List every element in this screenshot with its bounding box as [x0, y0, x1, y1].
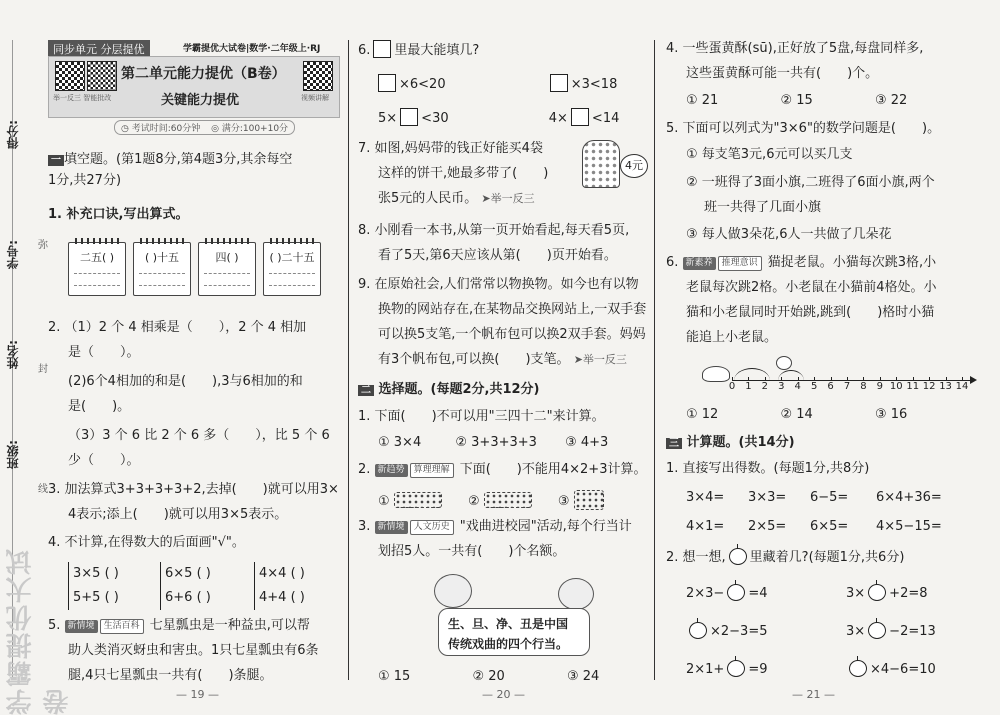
- c6-option-3: ③ 16: [874, 407, 908, 422]
- compare-group-2: [160, 562, 211, 610]
- page-number-19: — 19 —: [176, 688, 219, 701]
- card-3-text: 四( ): [215, 251, 239, 264]
- student-number-label: 学号:: [6, 240, 20, 269]
- exam-time-text: 考试时间:60分钟: [131, 124, 201, 134]
- compare-group-3: [254, 562, 305, 610]
- opera-text: [448, 614, 568, 654]
- c5-option-2a: ② 一班得了3面小旗,二班得了6面小旗,两个: [686, 175, 935, 190]
- question-7-line-2: 这样的饼干,她最多带了( ): [378, 166, 549, 181]
- qr-right-caption: 视频讲解: [301, 94, 329, 102]
- c3-option-3: ③ 24: [566, 669, 600, 684]
- section-1-text: 填空题。(第1题8分,第4题3分,其余每空: [64, 152, 293, 167]
- score-label: 得分:: [6, 120, 20, 149]
- choice-6-line-2: 老鼠每次跳2格。小老鼠在小猫前4格处。小: [686, 280, 937, 295]
- q6-expr-3a: 5×: [378, 111, 398, 126]
- choice-2: 2. 新趋势 算理理解 下面( )不能用4×2+3计算。: [358, 462, 647, 477]
- number-line-label: 7: [843, 381, 851, 392]
- calc-1-8: 4×5−15=: [876, 519, 942, 534]
- column-divider-1: [348, 40, 349, 680]
- number-line-label: 5: [810, 381, 818, 392]
- compare-1a: 3×5 ( ): [73, 566, 119, 581]
- calc-2: [666, 548, 984, 566]
- question-3-line-1: 3. 加法算式3+3+3+3+2,去掉( )就可以用3×: [48, 482, 339, 497]
- q6-expr-3b: <30: [421, 111, 449, 126]
- calc-2-row-1: [686, 584, 984, 602]
- c3-badge-1: 新情境: [375, 521, 408, 534]
- q6-expr-4a: 4×: [548, 111, 568, 126]
- calendar-card-4: [263, 242, 321, 296]
- opera-figure-left: [434, 574, 472, 608]
- choice-6-line-3: 猫和小老鼠同时开始跳,跳到( )格时小猫: [686, 305, 935, 320]
- c6-text-1: 猫捉老鼠。小猫每次跳3格,小: [767, 255, 937, 270]
- calc-1-7: 6×5=: [810, 519, 849, 534]
- calc-1-row-1: [686, 489, 984, 506]
- compare-2b: 6+6 ( ): [165, 590, 211, 605]
- apple-icon: [729, 548, 747, 565]
- section-1-heading: [48, 151, 340, 169]
- apple-icon: [868, 622, 886, 639]
- opera-illustration: [408, 574, 604, 660]
- question-5-line-1: 5. 新情境 生活百科 七星瓢虫是一种益虫,可以帮: [48, 618, 310, 633]
- apple-icon: [689, 622, 707, 639]
- calendar-card-2: [133, 242, 191, 296]
- c2-option-1: ①: [378, 494, 390, 509]
- apple-icon: [727, 584, 745, 601]
- calc-1-5: 4×1=: [686, 519, 725, 534]
- c2-option-1-dots: [394, 492, 442, 508]
- header-panel: [48, 56, 340, 118]
- calc-2-6b: ×4−6=10: [870, 662, 936, 677]
- student-name-label: 姓名:: [6, 340, 20, 369]
- section-3-number: 三: [666, 438, 682, 449]
- choice-4-line-1: 4. 一些蛋黄酥(sū),正好放了5盘,每盘同样多,: [666, 41, 924, 56]
- c1-option-1: ① 3×4: [378, 435, 422, 450]
- question-9-line-1: 9. 在原始社会,人们常常以物换物。如今也有以物: [358, 277, 639, 292]
- calc-2-2b: +2=8: [889, 586, 928, 601]
- choice-6-line-4: 能追上小老鼠。: [686, 330, 778, 345]
- opera-text-1: 生、旦、净、丑是中国: [448, 617, 569, 631]
- number-line-label: 8: [860, 381, 867, 392]
- exam-title: 第二单元能力提优（B卷）: [121, 66, 286, 82]
- q7-more-link: ➤举一反三: [481, 192, 535, 205]
- q6-text: 里最大能填几?: [394, 43, 480, 58]
- calc-1-row-2: [686, 518, 984, 535]
- calc-1-4: 6×4+36=: [876, 490, 942, 505]
- q6-expr-2: ×3<18: [570, 77, 618, 92]
- c6-badge-2: 推理意识: [718, 256, 762, 271]
- compare-3a: 4×4 ( ): [259, 566, 305, 581]
- calc-1-1: 3×4=: [686, 490, 725, 505]
- c3-option-1: ① 15: [378, 669, 411, 684]
- apple-icon: [727, 660, 745, 677]
- number-line-label: 3: [778, 381, 785, 392]
- question-8-line-2: 看了5天,第6天应该从第( )页开始看。: [378, 248, 617, 263]
- c3-badge-2: 人文历史: [410, 520, 454, 535]
- q6-number: 6.: [358, 43, 371, 58]
- question-4: 4. 不计算,在得数大的后面画"√"。: [48, 535, 245, 550]
- c6-option-1: ① 12: [686, 407, 719, 422]
- c6-badge-1: 新素养: [683, 257, 716, 270]
- number-line-label: 1: [745, 381, 752, 392]
- calc-2-5b: =9: [748, 662, 768, 677]
- calc-2-row-2: [686, 622, 984, 640]
- q6-expr-1: ×6<20: [399, 77, 446, 92]
- c6-option-2: ② 14: [780, 407, 813, 422]
- apple-icon: [849, 660, 867, 677]
- q6-row-2: [358, 108, 642, 127]
- q6-box-2: [550, 74, 568, 92]
- c2-badge-2: 算理理解: [410, 463, 454, 478]
- compare-3b: 4+4 ( ): [259, 590, 305, 605]
- c2-badge-1: 新趋势: [375, 464, 408, 477]
- blank-box: [373, 40, 391, 58]
- question-2-line-6: 少（ ）。: [68, 453, 140, 468]
- c4-option-2: ② 15: [780, 93, 813, 108]
- question-2-line-1: 2. （1）2 个 4 相乘是（ ），2 个 4 相加: [48, 320, 307, 335]
- mouse-icon: [776, 356, 792, 370]
- apple-icon: [868, 584, 886, 601]
- seal-mark-2: 封: [38, 364, 48, 375]
- c5-option-2b: 班一共得了几面小旗: [704, 200, 822, 215]
- question-9-line-2: 换物的网站存在,在某物品交换网站上,一双手套: [378, 302, 647, 317]
- number-line-label: 12: [922, 381, 936, 392]
- c3-text-1: "戏曲进校园"活动,每个行当计: [459, 519, 632, 534]
- calc-2-3b: ×2−3=5: [710, 624, 768, 639]
- number-line-label: 13: [939, 381, 952, 392]
- question-2-line-4: 是( )。: [68, 399, 131, 414]
- c4-option-3: ③ 22: [874, 93, 908, 108]
- question-2-line-2: 是（ ）。: [68, 345, 140, 360]
- q6-row-1: [358, 74, 642, 93]
- calc-2-text-b: 里藏着几?(每题1分,共6分): [749, 550, 905, 565]
- q6-expr-4b: <14: [591, 111, 620, 126]
- q5-badge-1: 新情境: [65, 620, 98, 633]
- binding-strip: [0, 0, 73, 715]
- number-line-label: 6: [827, 381, 834, 392]
- seal-mark-1: 弥: [38, 240, 48, 251]
- calc-2-5a: 2×1+: [686, 662, 725, 677]
- calendar-card-3: [198, 242, 256, 296]
- question-2-line-5: （3）3 个 6 比 2 个 6 多（ ），比 5 个 6: [68, 428, 330, 443]
- question-1: 1. 补充口诀,写出算式。: [48, 207, 189, 222]
- qr-left-caption: 举一反三 智能批改: [53, 94, 112, 102]
- q7-text-3: 张5元的人民币。: [378, 191, 478, 206]
- qr-code-left-1: [55, 61, 85, 91]
- question-7-line-1: 7. 如图,妈妈带的钱正好能买4袋: [358, 141, 543, 156]
- section-3-text: 计算题。(共14分): [686, 435, 795, 450]
- question-8-line-1: 8. 小刚看一本书,从第一页开始看起,每天看5页,: [358, 223, 630, 238]
- exam-subtitle: 关键能力提优: [161, 93, 240, 108]
- c5-option-3: ③ 每人做3朵花,6人一共做了几朵花: [686, 227, 892, 242]
- page-19: [48, 28, 340, 710]
- section-2-text: 选择题。(每题2分,共12分): [378, 382, 540, 397]
- unit-tag: 同步单元 分层提优: [48, 40, 150, 58]
- calc-2-4b: −2=13: [889, 624, 936, 639]
- q6-box-3: [400, 108, 418, 126]
- compare-group-1: [68, 562, 119, 610]
- calc-2-4a: 3×: [846, 624, 866, 639]
- question-7-line-3: [378, 190, 642, 207]
- calc-2-text-a: 2. 想一想,: [666, 550, 726, 565]
- calc-1-3: 6−5=: [810, 490, 849, 505]
- full-score-text: 满分:100+10分: [221, 124, 289, 134]
- number-line-label: 2: [761, 381, 769, 392]
- class-label: 班级:: [6, 440, 20, 469]
- cat-icon: [702, 366, 730, 382]
- section-2-heading: [358, 381, 642, 399]
- number-line-ticks: [728, 380, 972, 396]
- brand-watermark: 学霸提优大试卷: [6, 547, 73, 715]
- qr-code-left-2: [87, 61, 117, 91]
- choice-1-options: [378, 434, 642, 451]
- question-5-line-2: 助人类消灭蚜虫和害虫。1只七星瓢虫有6条: [68, 643, 319, 658]
- calc-1-6: 2×5=: [748, 519, 787, 534]
- q9-more-link: ➤举一反三: [573, 353, 627, 366]
- question-3-line-2: 4表示;添上( )就可以用3×5表示。: [68, 507, 288, 522]
- calc-1: 1. 直接写出得数。(每题1分,共8分): [666, 461, 870, 476]
- card-1-text: 二五( ): [79, 251, 115, 264]
- opera-text-2: 传统戏曲的四个行当。: [448, 637, 569, 651]
- c2-option-3: ③: [557, 494, 570, 509]
- question-5-line-3: 腿,4只七星瓢虫一共有( )条腿。: [68, 668, 273, 683]
- number-line-label: 11: [906, 381, 920, 392]
- choice-1: 1. 下面( )不可以用"三四十二"来计算。: [358, 409, 605, 424]
- choice-6-options: [686, 406, 984, 423]
- card-2-text: ( )十五: [144, 251, 180, 264]
- compare-2a: 6×5 ( ): [165, 566, 211, 581]
- choice-5: 5. 下面可以列式为"3×6"的数学问题是( )。: [666, 121, 941, 136]
- q5-text-1: 七星瓢虫是一种益虫,可以帮: [149, 618, 310, 633]
- choice-4-options: [686, 92, 984, 109]
- choice-3-line-1: 3. 新情境 人文历史 "戏曲进校园"活动,每个行当计: [358, 519, 632, 534]
- section-3-heading: [666, 434, 984, 452]
- number-line-label: 10: [889, 381, 903, 392]
- qr-code-right: [303, 61, 333, 91]
- q9-text-4: 有3个帆布包,可以换( )支笔。: [378, 352, 570, 367]
- choice-4-line-2: 这些蛋黄酥可能一共有( )个。: [686, 66, 879, 81]
- c2-option-2-dots: [484, 492, 532, 508]
- calc-2-2a: 3×: [846, 586, 866, 601]
- calc-2-1b: =4: [748, 586, 768, 601]
- calc-2-row-3: [686, 660, 984, 678]
- score-icon: ◎: [211, 124, 219, 134]
- question-9-line-3: 可以换5支笔,一个帆布包可以换2双手套。妈妈: [378, 327, 646, 342]
- exam-time: [114, 120, 295, 135]
- book-title: 学霸提优大试卷|数学·二年级上·RJ: [183, 44, 321, 54]
- question-2-line-3: (2)6个4相加的和是( ),3与6相加的和: [68, 374, 303, 389]
- question-9-line-4: [378, 351, 642, 368]
- choice-3-options: [378, 668, 642, 685]
- choice-2-options: [378, 490, 642, 510]
- compare-1b: 5+5 ( ): [73, 590, 119, 605]
- number-line-label: 9: [876, 381, 884, 392]
- biscuit-bag-image: [582, 140, 620, 188]
- page-21: [666, 28, 984, 710]
- c3-option-2: ② 20: [472, 669, 505, 684]
- calc-1-2: 3×3=: [748, 490, 787, 505]
- number-line: [702, 356, 978, 396]
- question-6: [358, 40, 642, 59]
- number-line-label: 14: [955, 381, 969, 392]
- c2-option-2: ②: [467, 494, 480, 509]
- number-line-label: 4: [794, 381, 801, 392]
- q6-box-4: [571, 108, 589, 126]
- c4-option-1: ① 21: [686, 93, 719, 108]
- choice-6-line-1: 6. 新素养 推理意识 猫捉老鼠。小猫每次跳3格,小: [666, 255, 937, 270]
- card-4-text: ( )二十五: [269, 251, 315, 264]
- section-1-heading-cont: 1分,共27分): [48, 173, 122, 188]
- column-divider-2: [654, 40, 655, 680]
- seal-mark-3: 线: [38, 484, 48, 495]
- q5-badge-2: 生活百科: [100, 619, 144, 634]
- c1-option-3: ③ 4+3: [565, 435, 609, 450]
- calc-2-1a: 2×3−: [686, 586, 725, 601]
- clock-icon: ◷: [121, 124, 129, 134]
- opera-figure-right: [558, 578, 594, 610]
- price-bubble: 4元: [620, 154, 648, 178]
- page-20: [358, 28, 647, 710]
- c2-option-3-dots: [574, 490, 604, 510]
- calendar-card-1: [68, 242, 126, 296]
- page-number-21: — 21 —: [792, 688, 835, 701]
- choice-3-line-2: 划招5人。一共有( )个名额。: [378, 544, 566, 559]
- q6-box-1: [378, 74, 396, 92]
- c2-text: 下面( )不能用4×2+3计算。: [459, 462, 647, 477]
- section-2-number: 二: [358, 385, 374, 396]
- c5-option-1: ① 每支笔3元,6元可以买几支: [686, 147, 853, 162]
- number-line-label: 0: [728, 381, 736, 392]
- c1-option-2: ② 3+3+3+3: [455, 435, 537, 450]
- page-number-20: — 20 —: [482, 688, 525, 701]
- section-1-number: 一: [48, 155, 64, 166]
